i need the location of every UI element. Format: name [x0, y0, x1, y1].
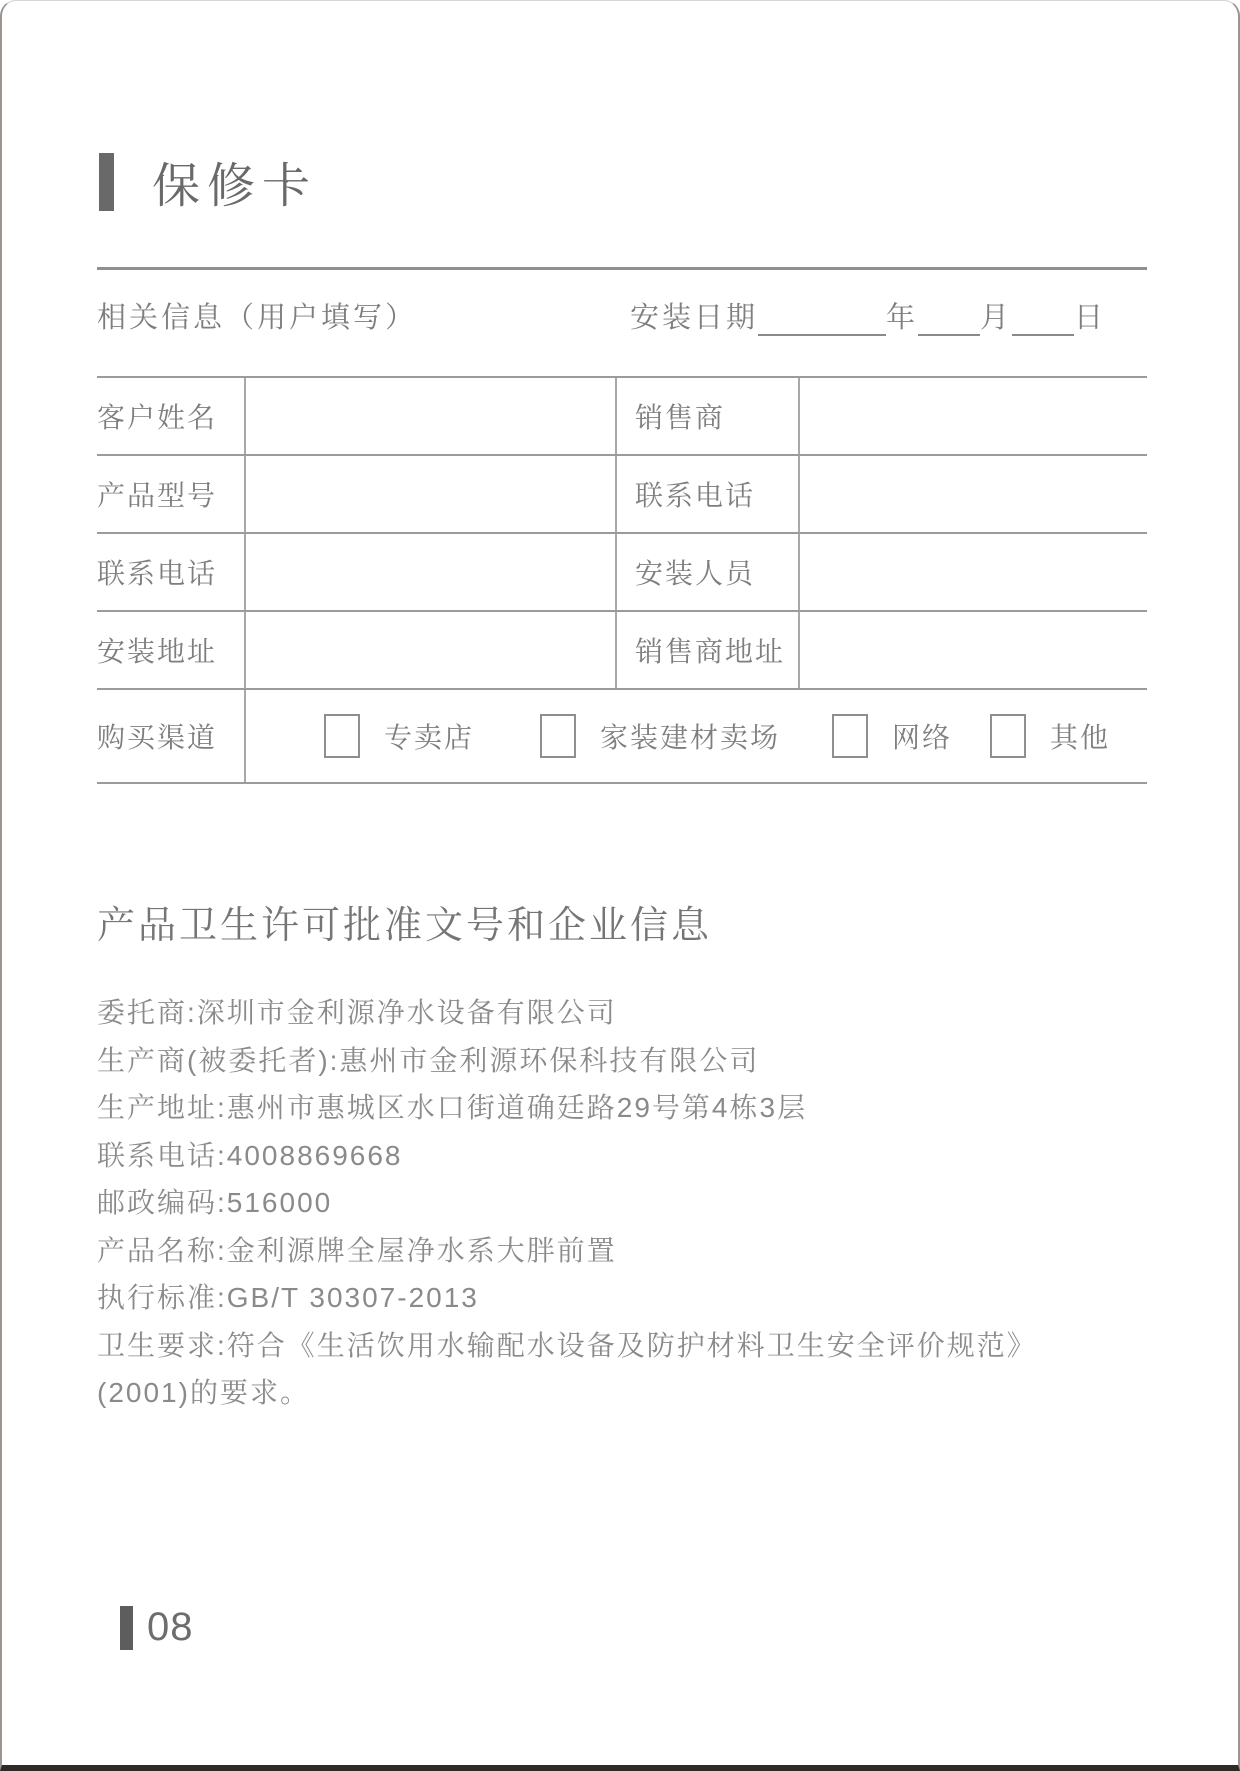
checkbox-other[interactable]	[990, 714, 1026, 758]
customer-name-field[interactable]	[246, 378, 617, 454]
purchase-channel-label: 购买渠道	[97, 722, 218, 753]
table-row	[97, 456, 1147, 534]
installer-label: 安装人员	[635, 558, 756, 589]
seller-address-label: 销售商地址	[635, 636, 786, 667]
company-info-line: 邮政编码:516000	[97, 1187, 333, 1218]
install-date-day-blank[interactable]	[1012, 302, 1074, 336]
company-info-line: (2001)的要求。	[97, 1377, 310, 1408]
seller-field[interactable]	[800, 378, 1147, 454]
purchase-channel-row	[97, 690, 1147, 784]
product-model-label-cell	[97, 456, 246, 532]
title-accent-bar	[99, 153, 114, 211]
company-info-block	[97, 989, 1037, 1417]
checkbox-online[interactable]	[832, 714, 868, 758]
option-online	[832, 714, 952, 758]
year-suffix: 年	[886, 302, 919, 334]
checkbox-other-label: 其他	[1050, 722, 1111, 753]
contact-phone-label-cell	[617, 456, 800, 532]
warranty-info-table	[97, 376, 1147, 784]
product-model-label: 产品型号	[97, 480, 218, 511]
form-header-label: 相关信息（用户填写）	[97, 302, 418, 334]
purchase-channel-label-cell	[97, 690, 246, 782]
page-footer	[120, 1605, 194, 1650]
month-suffix: 月	[980, 302, 1013, 334]
day-suffix: 日	[1074, 302, 1107, 334]
install-address-label-cell	[97, 612, 246, 688]
contact-phone-label: 联系电话	[635, 480, 756, 511]
page-number: 08	[147, 1605, 194, 1649]
checkbox-home-improvement-label: 家装建材卖场	[600, 722, 781, 753]
company-info-line: 生产商(被委托者):惠州市金利源环保科技有限公司	[97, 1044, 760, 1076]
install-date-year-blank[interactable]	[758, 302, 886, 336]
seller-label: 销售商	[635, 402, 726, 433]
option-store	[324, 714, 474, 758]
company-info-line: 生产地址:惠州市惠城区水口街道确廷路29号第4栋3层	[97, 1092, 808, 1123]
page-title-block	[99, 147, 317, 216]
phone-field[interactable]	[246, 534, 617, 610]
customer-name-label-cell	[97, 378, 246, 454]
customer-name-label: 客户姓名	[97, 402, 218, 433]
company-info-line: 卫生要求:符合《生活饮用水输配水设备及防护材料卫生安全评价规范》	[97, 1329, 1037, 1361]
checkbox-store-label: 专卖店	[384, 722, 475, 753]
company-info-line: 产品名称:金利源牌全屋净水系大胖前置	[97, 1234, 617, 1266]
phone-label: 联系电话	[97, 558, 218, 589]
table-row	[97, 534, 1147, 612]
company-section-title: 产品卫生许可批准文号和企业信息	[97, 905, 713, 947]
seller-address-label-cell	[617, 612, 800, 688]
seller-address-field[interactable]	[800, 612, 1147, 688]
checkbox-home-improvement[interactable]	[540, 714, 576, 758]
install-address-field[interactable]	[246, 612, 617, 688]
divider-line	[97, 267, 1147, 270]
phone-label-cell	[97, 534, 246, 610]
checkbox-store[interactable]	[324, 714, 360, 758]
checkbox-online-label: 网络	[892, 722, 953, 753]
installer-label-cell	[617, 534, 800, 610]
page-title: 保修卡	[152, 160, 318, 213]
product-model-field[interactable]	[246, 456, 617, 532]
install-date-month-blank[interactable]	[918, 302, 980, 336]
company-info-line: 执行标准:GB/T 30307-2013	[97, 1282, 479, 1313]
install-date-label: 安装日期	[630, 302, 759, 334]
footer-accent-bar	[120, 1606, 133, 1650]
option-other	[990, 714, 1110, 758]
table-row	[97, 378, 1147, 456]
install-address-label: 安装地址	[97, 636, 218, 667]
purchase-channel-options	[246, 690, 1147, 782]
table-row	[97, 612, 1147, 690]
seller-label-cell	[617, 378, 800, 454]
company-info-line: 联系电话:4008869668	[97, 1139, 403, 1171]
option-home-improvement	[540, 714, 780, 758]
form-header	[97, 293, 1147, 333]
company-info-line: 委托商:深圳市金利源净水设备有限公司	[97, 997, 617, 1028]
install-date-line	[630, 295, 1106, 336]
contact-phone-field[interactable]	[800, 456, 1147, 532]
installer-field[interactable]	[800, 534, 1147, 610]
